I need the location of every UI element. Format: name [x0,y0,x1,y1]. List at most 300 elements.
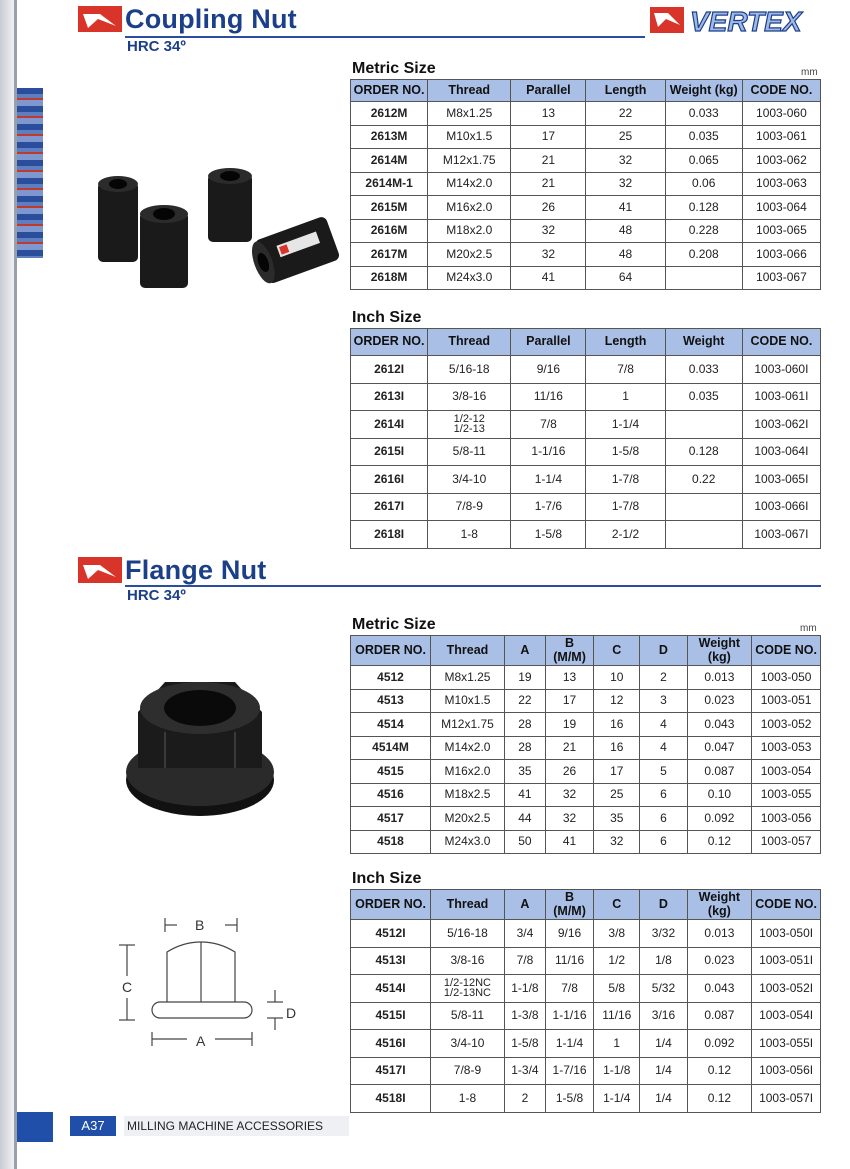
column-header: A [504,636,545,666]
order-no-cell: 2615M [351,196,428,220]
table-cell: 22 [586,102,665,126]
table-cell: 19 [545,713,593,737]
table-row [351,411,821,439]
table-cell [665,266,742,290]
table-cell: 1003-066 [742,243,820,267]
hrc-rating: HRC 34º [127,587,186,604]
table-cell [665,521,742,549]
column-header: ORDER NO. [351,80,428,102]
table-cell: 1-1/4 [594,1085,640,1113]
column-header: Weight (kg) [665,80,742,102]
table-cell: 1003-051 [752,689,821,713]
table-cell: 1/4 [640,1057,687,1085]
table-row [351,1002,821,1030]
table-cell: 1/4 [640,1085,687,1113]
table-cell: 35 [594,807,640,831]
table-cell: 0.22 [665,466,742,494]
table-cell: 1003-055I [752,1030,821,1058]
edge-photo-strip [17,88,43,258]
table-cell: 7/8 [586,356,665,384]
table-cell: 22 [504,689,545,713]
column-header: Weight (kg) [687,636,752,666]
order-no-cell: 4513I [351,947,431,975]
table-cell: 17 [594,760,640,784]
order-no-cell: 2618M [351,266,428,290]
table-cell: 1003-053 [752,736,821,760]
column-header: D [640,890,687,920]
table-cell: 32 [545,807,593,831]
order-no-cell: 2614M [351,149,428,173]
table-row [351,383,821,411]
table-cell: 1-1/4 [511,466,586,494]
order-no-cell: 2615I [351,438,428,466]
table-row [351,172,821,196]
table-cell: 0.12 [687,1057,752,1085]
table-cell [665,411,742,439]
table-row [351,102,821,126]
table-row [351,1057,821,1085]
table-cell: 7/8-9 [431,1057,505,1085]
table-cell: 2 [640,666,687,690]
table-cell: 3/8 [594,920,640,948]
table-cell: M8x1.25 [428,102,511,126]
column-header: Length [586,80,665,102]
table-cell: 26 [511,196,586,220]
table-cell: 1003-056 [752,807,821,831]
table-cell: 1003-050 [752,666,821,690]
table-row [351,920,821,948]
table-cell: 13 [511,102,586,126]
table-cell: 2 [504,1085,545,1113]
order-no-cell: 4512 [351,666,431,690]
table-title-metric: Metric Size [352,60,436,77]
order-no-cell: 2616M [351,219,428,243]
section-title-flange: Flange Nut [125,555,267,585]
table-cell: 7/8 [545,975,593,1003]
table-cell: 19 [504,666,545,690]
table-cell: 41 [504,783,545,807]
table-cell: 3/16 [640,1002,687,1030]
table-cell: 1003-052I [752,975,821,1003]
table-row [351,947,821,975]
table-cell: 1003-055 [752,783,821,807]
table-cell: 3/4-10 [428,466,511,494]
table-cell: 1003-061I [742,383,820,411]
table-row [351,125,821,149]
table-cell: 3/8-16 [428,383,511,411]
table-cell: 0.035 [665,383,742,411]
dimension-label-a: A [196,1033,206,1049]
table-cell: 1003-052 [752,713,821,737]
table-cell [665,493,742,521]
table-cell: 1003-067 [742,266,820,290]
table-cell: 5/16-18 [431,920,505,948]
table-cell: 32 [511,243,586,267]
table-cell: M14x2.0 [428,172,511,196]
table-row [351,438,821,466]
table-cell: M20x2.5 [431,807,505,831]
table-cell: M12x1.75 [428,149,511,173]
column-header: Thread [428,329,511,356]
column-header: B (M/M) [545,890,593,920]
table-cell: M16x2.0 [431,760,505,784]
column-header: C [594,636,640,666]
table-cell: 0.228 [665,219,742,243]
table-cell: 0.023 [687,947,752,975]
table-cell: 28 [504,713,545,737]
table-row [351,1085,821,1113]
table-cell: 3/4-10 [431,1030,505,1058]
order-no-cell: 2612M [351,102,428,126]
table-cell: 7/8 [511,411,586,439]
hrc-rating: HRC 34º [127,38,186,55]
table-cell: 1-1/16 [545,1002,593,1030]
table-row [351,830,821,854]
table-cell: 0.033 [665,102,742,126]
table-cell: 12 [594,689,640,713]
table-cell: 1-7/16 [545,1057,593,1085]
table-cell: M24x3.0 [431,830,505,854]
table-cell: 9/16 [545,920,593,948]
table-cell: 1-5/8 [511,521,586,549]
table-cell: 1 [586,383,665,411]
table-cell: 0.092 [687,1030,752,1058]
order-no-cell: 2613I [351,383,428,411]
table-row [351,736,821,760]
table-row [351,760,821,784]
table-cell: 0.065 [665,149,742,173]
order-no-cell: 4517I [351,1057,431,1085]
table-cell: 5 [640,760,687,784]
table-cell: 1003-051I [752,947,821,975]
table-cell: 1003-061 [742,125,820,149]
order-no-cell: 4518 [351,830,431,854]
table-cell: 48 [586,243,665,267]
table-cell: 0.023 [687,689,752,713]
table-cell: 1-7/8 [586,493,665,521]
table-cell: 1003-056I [752,1057,821,1085]
table-cell: 21 [511,172,586,196]
svg-text:VERTEX: VERTEX [690,6,802,37]
section-rule [125,36,645,38]
table-cell: 0.043 [687,975,752,1003]
table-cell: 6 [640,830,687,854]
table-cell: 0.12 [687,1085,752,1113]
section-rule [125,585,821,587]
table-cell: 11/16 [511,383,586,411]
table-cell: 64 [586,266,665,290]
section-title-coupling: Coupling Nut [125,4,297,34]
order-no-cell: 2617I [351,493,428,521]
table-cell: 1003-064I [742,438,820,466]
order-no-cell: 2618I [351,521,428,549]
table-cell: M10x1.5 [428,125,511,149]
table-row [351,149,821,173]
table-cell: 17 [511,125,586,149]
column-header: D [640,636,687,666]
order-no-cell: 2612I [351,356,428,384]
table-cell: 1-1/4 [586,411,665,439]
table-row [351,713,821,737]
table-cell: 1-8 [431,1085,505,1113]
table-cell: 1003-062I [742,411,820,439]
table-cell: 21 [511,149,586,173]
order-no-cell: 2617M [351,243,428,267]
table-cell: 0.047 [687,736,752,760]
table-cell: 5/8-11 [428,438,511,466]
table-cell: 48 [586,219,665,243]
table-cell: 1-3/4 [504,1057,545,1085]
table-cell: 0.06 [665,172,742,196]
order-no-cell: 2614I [351,411,428,439]
table-cell: 1/2-12 1/2-13 [428,411,511,439]
table-cell: 13 [545,666,593,690]
table-cell: 25 [586,125,665,149]
table-cell: 6 [640,807,687,831]
table-cell: 4 [640,736,687,760]
table-cell: 28 [504,736,545,760]
table-row [351,493,821,521]
page-number: A37 [70,1116,116,1136]
table-cell: 1/8 [640,947,687,975]
table-cell: 1003-054 [752,760,821,784]
table-cell: 0.12 [687,830,752,854]
table-cell: M10x1.5 [431,689,505,713]
eagle-logo-icon [78,6,122,32]
footer-section-label: MILLING MACHINE ACCESSORIES [124,1116,349,1136]
coupling-inch-table [350,328,821,549]
table-cell: 0.128 [665,196,742,220]
table-cell: 1 [594,1030,640,1058]
table-row [351,196,821,220]
table-cell: 26 [545,760,593,784]
order-no-cell: 4514I [351,975,431,1003]
table-cell: 1-5/8 [504,1030,545,1058]
table-cell: 0.10 [687,783,752,807]
order-no-cell: 4515I [351,1002,431,1030]
table-cell: 1-3/8 [504,1002,545,1030]
order-no-cell: 4516I [351,1030,431,1058]
table-cell: M18x2.0 [428,219,511,243]
coupling-metric-table [350,79,821,290]
table-cell: 32 [511,219,586,243]
table-row [351,783,821,807]
table-cell: 1003-062 [742,149,820,173]
order-no-cell: 4518I [351,1085,431,1113]
column-header: ORDER NO. [351,636,431,666]
vertex-logo [650,3,830,37]
table-cell: 21 [545,736,593,760]
table-cell: 11/16 [545,947,593,975]
order-no-cell: 4516 [351,783,431,807]
table-cell: 1003-063 [742,172,820,196]
table-cell: M20x2.5 [428,243,511,267]
column-header: Weight [665,329,742,356]
edge-blue-tab [17,1112,53,1142]
table-cell: 1003-057I [752,1085,821,1113]
table-cell: 1003-066I [742,493,820,521]
dimension-label-b: B [195,917,205,933]
dimension-label-c: C [122,979,133,995]
page-edge [0,0,14,1169]
table-cell: 1-5/8 [545,1085,593,1113]
table-cell: 1003-057 [752,830,821,854]
table-row [351,356,821,384]
table-cell: 0.033 [665,356,742,384]
table-cell: 35 [504,760,545,784]
table-cell: M8x1.25 [431,666,505,690]
table-row [351,689,821,713]
column-header: Parallel [511,80,586,102]
table-cell: M24x3.0 [428,266,511,290]
table-cell: 9/16 [511,356,586,384]
column-header: CODE NO. [752,636,821,666]
table-cell: 1003-067I [742,521,820,549]
table-row [351,807,821,831]
table-cell: 1003-060I [742,356,820,384]
table-cell: 1/4 [640,1030,687,1058]
table-cell: 32 [545,783,593,807]
table-cell: 3/32 [640,920,687,948]
table-cell: M18x2.5 [431,783,505,807]
table-title-metric: Metric Size [352,616,436,633]
table-cell: 7/8-9 [428,493,511,521]
table-cell: 4 [640,713,687,737]
table-cell: M12x1.75 [431,713,505,737]
column-header: A [504,890,545,920]
column-header: Weight (kg) [687,890,752,920]
table-cell: 10 [594,666,640,690]
column-header: Parallel [511,329,586,356]
table-cell: 1003-054I [752,1002,821,1030]
order-no-cell: 2616I [351,466,428,494]
order-no-cell: 4514M [351,736,431,760]
table-cell: 1003-064 [742,196,820,220]
order-no-cell: 4517 [351,807,431,831]
table-cell: 25 [594,783,640,807]
table-cell: 7/8 [504,947,545,975]
column-header: Thread [431,890,505,920]
unit-label: mm [800,623,817,634]
table-cell: 1-7/6 [511,493,586,521]
table-cell: 1-1/8 [504,975,545,1003]
table-cell: 16 [594,736,640,760]
table-cell: 41 [545,830,593,854]
table-cell: 0.208 [665,243,742,267]
table-cell: 1/2 [594,947,640,975]
column-header: CODE NO. [742,329,820,356]
column-header: Thread [431,636,505,666]
table-title-inch: Inch Size [352,870,422,887]
table-cell: 3/8-16 [431,947,505,975]
column-header: Thread [428,80,511,102]
table-row [351,975,821,1003]
table-cell: 32 [586,149,665,173]
flange-nut-dimension-diagram [115,910,315,1055]
table-cell: 1-1/16 [511,438,586,466]
table-cell: 0.035 [665,125,742,149]
table-cell: 1-1/4 [545,1030,593,1058]
table-cell: 1-8 [428,521,511,549]
column-header: CODE NO. [752,890,821,920]
table-cell: 44 [504,807,545,831]
table-cell: 3 [640,689,687,713]
table-cell: 11/16 [594,1002,640,1030]
order-no-cell: 4515 [351,760,431,784]
table-cell: 1-1/8 [594,1057,640,1085]
table-cell: M16x2.0 [428,196,511,220]
table-cell: 3/4 [504,920,545,948]
order-no-cell: 4513 [351,689,431,713]
coupling-nuts-photo [90,168,340,293]
dimension-label-d: D [286,1005,297,1021]
column-header: Length [586,329,665,356]
table-cell: 0.087 [687,760,752,784]
flange-metric-table [350,635,821,854]
order-no-cell: 2614M-1 [351,172,428,196]
table-cell: 1003-065 [742,219,820,243]
table-cell: 32 [594,830,640,854]
column-header: ORDER NO. [351,890,431,920]
flange-nut-photo [120,672,280,822]
table-cell: 1003-050I [752,920,821,948]
column-header: C [594,890,640,920]
table-cell: 50 [504,830,545,854]
table-cell: 41 [511,266,586,290]
column-header: CODE NO. [742,80,820,102]
table-cell: 5/16-18 [428,356,511,384]
table-cell: 5/8 [594,975,640,1003]
table-row [351,521,821,549]
table-cell: 1-5/8 [586,438,665,466]
flange-inch-table [350,889,821,1113]
order-no-cell: 4512I [351,920,431,948]
table-row [351,1030,821,1058]
table-cell: 5/32 [640,975,687,1003]
table-row [351,219,821,243]
table-cell: 1003-065I [742,466,820,494]
order-no-cell: 2613M [351,125,428,149]
order-no-cell: 4514 [351,713,431,737]
table-cell: 1003-060 [742,102,820,126]
table-row [351,243,821,267]
table-cell: 0.087 [687,1002,752,1030]
unit-label: mm [801,67,818,78]
table-cell: 1/2-12NC 1/2-13NC [431,975,505,1003]
table-title-inch: Inch Size [352,309,422,326]
table-row [351,266,821,290]
table-cell: 32 [586,172,665,196]
table-row [351,666,821,690]
table-cell: 6 [640,783,687,807]
table-cell: 41 [586,196,665,220]
column-header: B (M/M) [545,636,593,666]
table-cell: 0.043 [687,713,752,737]
table-cell: 0.013 [687,920,752,948]
table-cell: M14x2.0 [431,736,505,760]
table-cell: 0.128 [665,438,742,466]
eagle-logo-icon [78,557,122,583]
table-cell: 2-1/2 [586,521,665,549]
table-cell: 0.092 [687,807,752,831]
table-cell: 1-7/8 [586,466,665,494]
column-header: ORDER NO. [351,329,428,356]
table-cell: 0.013 [687,666,752,690]
table-cell: 5/8-11 [431,1002,505,1030]
table-cell: 16 [594,713,640,737]
table-cell: 17 [545,689,593,713]
table-row [351,466,821,494]
